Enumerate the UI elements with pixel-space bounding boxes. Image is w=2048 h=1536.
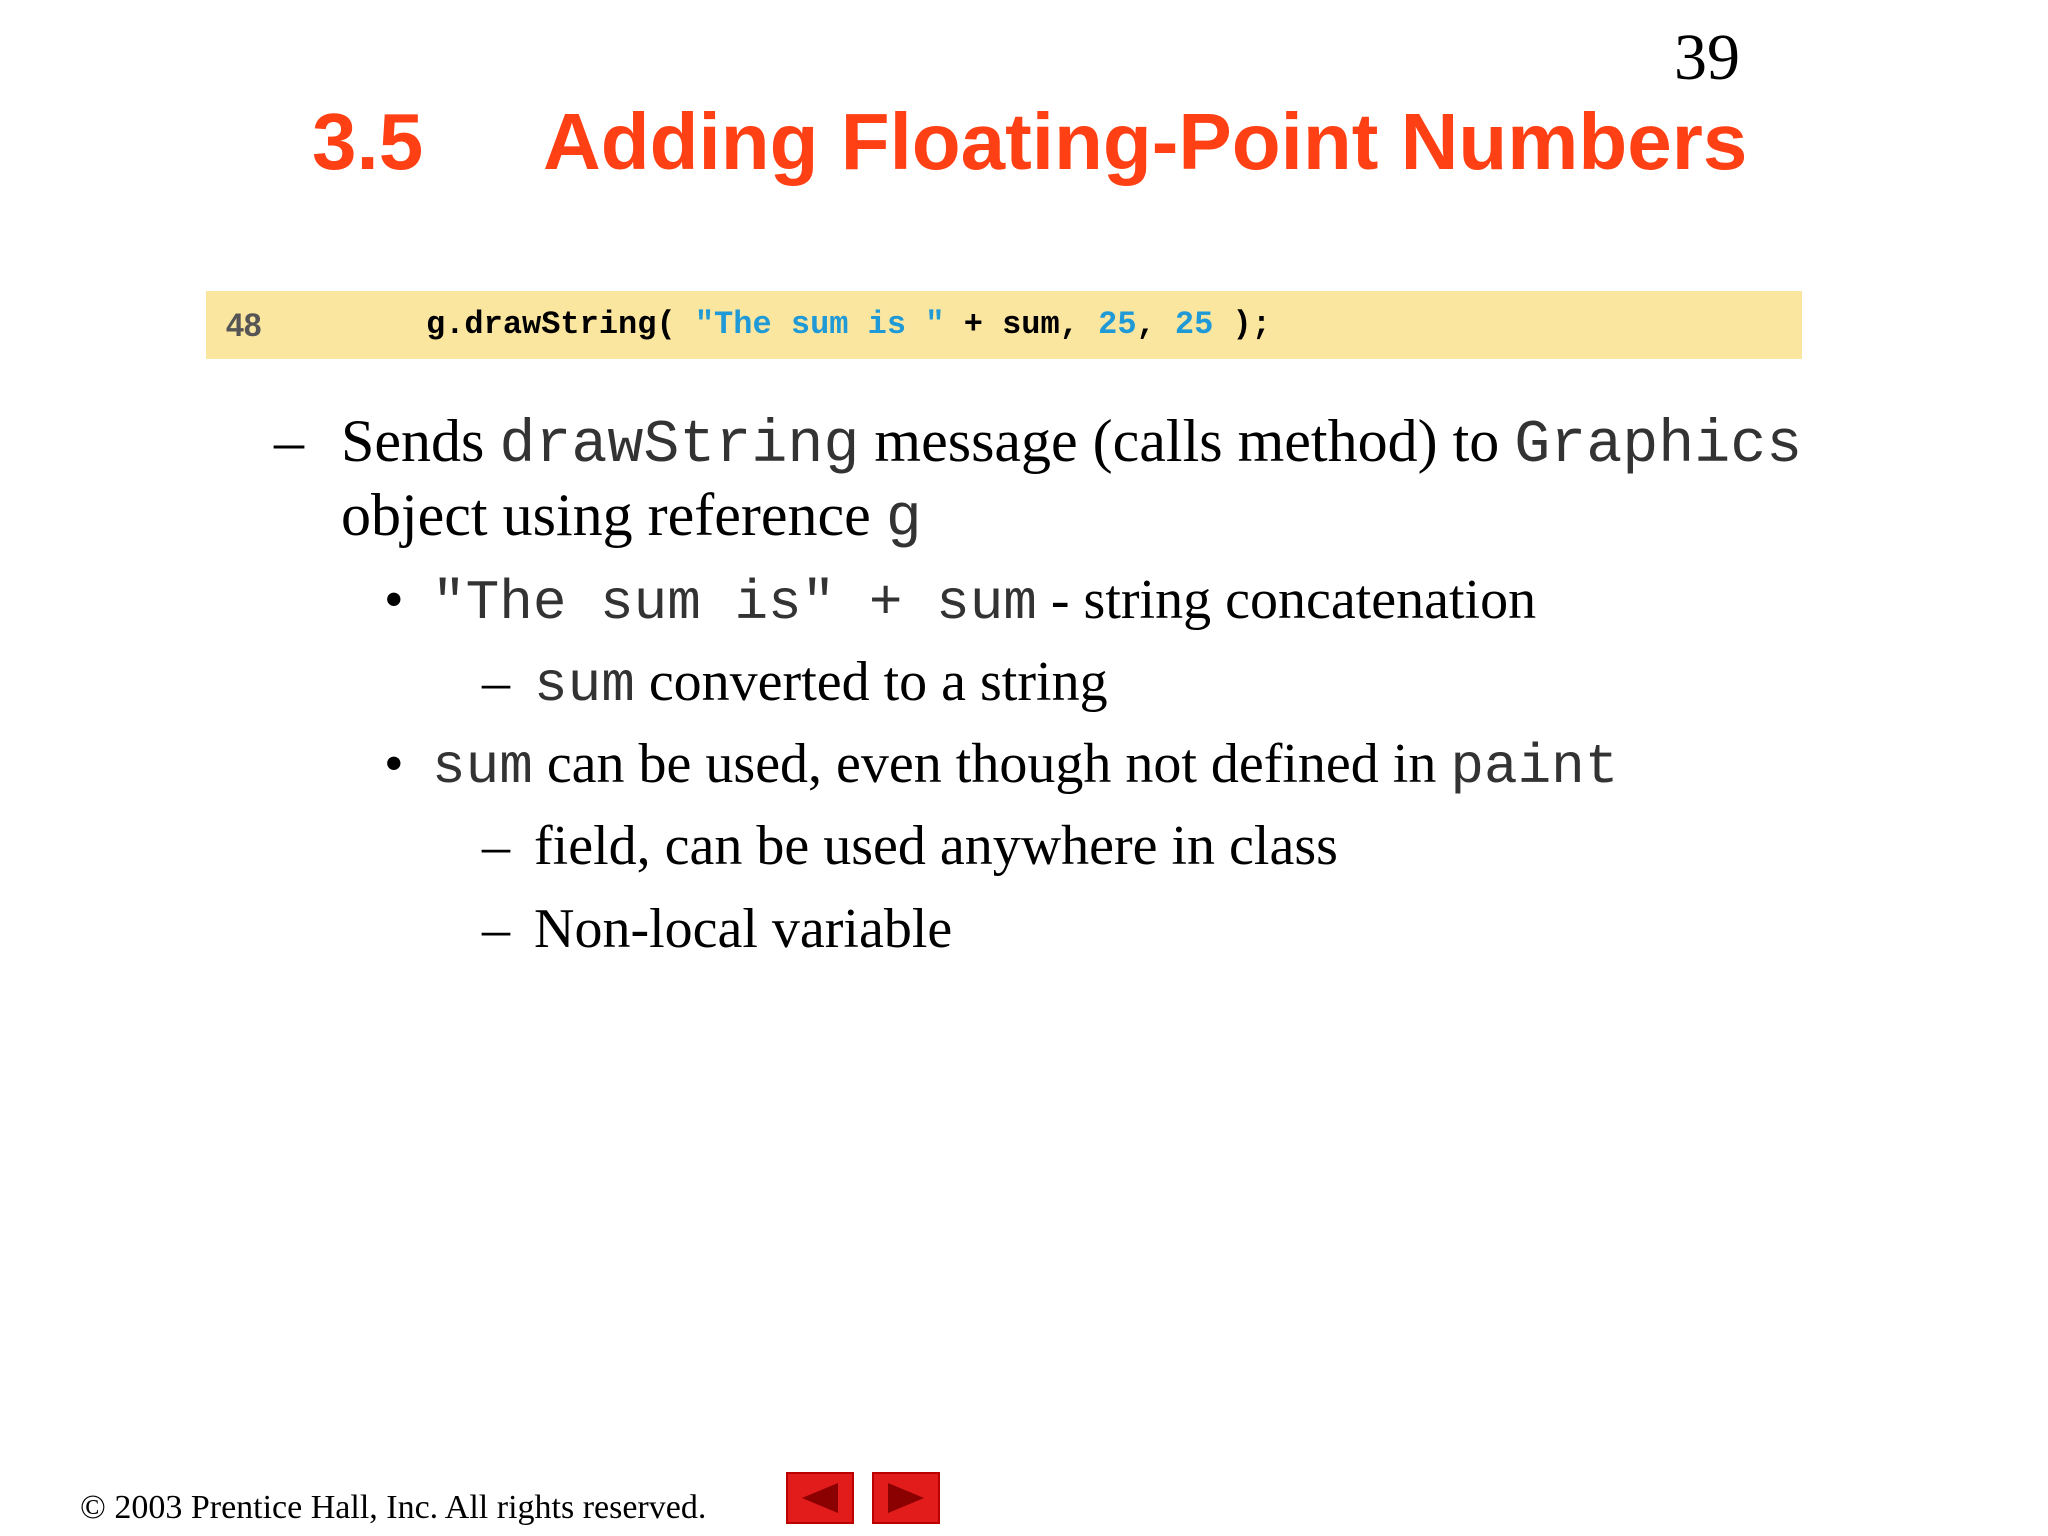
code-line — [426, 291, 1271, 359]
bullet-sum-converted — [534, 646, 1108, 721]
bullet-text: message (calls method) to — [859, 408, 1515, 474]
bullet-dash: – — [482, 815, 510, 877]
copyright: © 2003 Prentice Hall, Inc. All rights reserved. — [80, 1489, 707, 1526]
code-call: g.drawString( — [426, 306, 695, 343]
code-string-literal: "The sum is " — [694, 306, 945, 343]
bullet-dot: • — [384, 733, 404, 795]
bullet-text: - string concatenation — [1036, 569, 1537, 631]
bullet-field: field, can be used anywhere in class — [534, 815, 1338, 877]
code-close: ); — [1213, 306, 1271, 343]
bullet-string-concat — [432, 564, 1536, 639]
bullet-text: converted to a string — [634, 651, 1108, 713]
code-arg-x: 25 — [1098, 306, 1137, 343]
bullet-sends-drawstring-cont — [341, 479, 922, 556]
code-inline: paint — [1450, 735, 1619, 799]
bullet-dot: • — [384, 569, 404, 631]
bullet-sends-drawstring — [341, 405, 1802, 482]
slide-title: Adding Floating-Point Numbers — [543, 97, 1748, 186]
bullet-dash: – — [274, 408, 304, 474]
code-concat: + sum, — [944, 306, 1099, 343]
code-inline: sum — [432, 735, 533, 799]
code-inline: "The sum is" + sum — [432, 571, 1037, 635]
bullet-dash: – — [482, 898, 510, 960]
code-comma: , — [1136, 306, 1175, 343]
code-arg-y: 25 — [1174, 306, 1214, 343]
prev-slide-button[interactable] — [786, 1472, 854, 1524]
code-inline: drawString — [499, 412, 860, 480]
section-number: 3.5 — [312, 97, 424, 186]
next-slide-button[interactable] — [872, 1472, 940, 1524]
code-snippet — [206, 291, 1802, 359]
page-number: 39 — [1674, 21, 1740, 94]
code-line-number: 48 — [226, 307, 262, 343]
code-inline: g — [885, 486, 922, 554]
bullet-non-local: Non-local variable — [534, 898, 953, 960]
bullet-sum-usable — [432, 728, 1618, 803]
arrow-left-icon — [798, 1480, 842, 1516]
bullet-text: object using reference — [341, 482, 886, 548]
bullet-text: can be used, even though not defined in — [532, 733, 1451, 795]
code-inline: Graphics — [1514, 412, 1803, 480]
bullet-dash: – — [482, 651, 510, 713]
code-inline: sum — [534, 653, 635, 717]
bullet-text: Sends — [341, 408, 500, 474]
arrow-right-icon — [884, 1480, 928, 1516]
